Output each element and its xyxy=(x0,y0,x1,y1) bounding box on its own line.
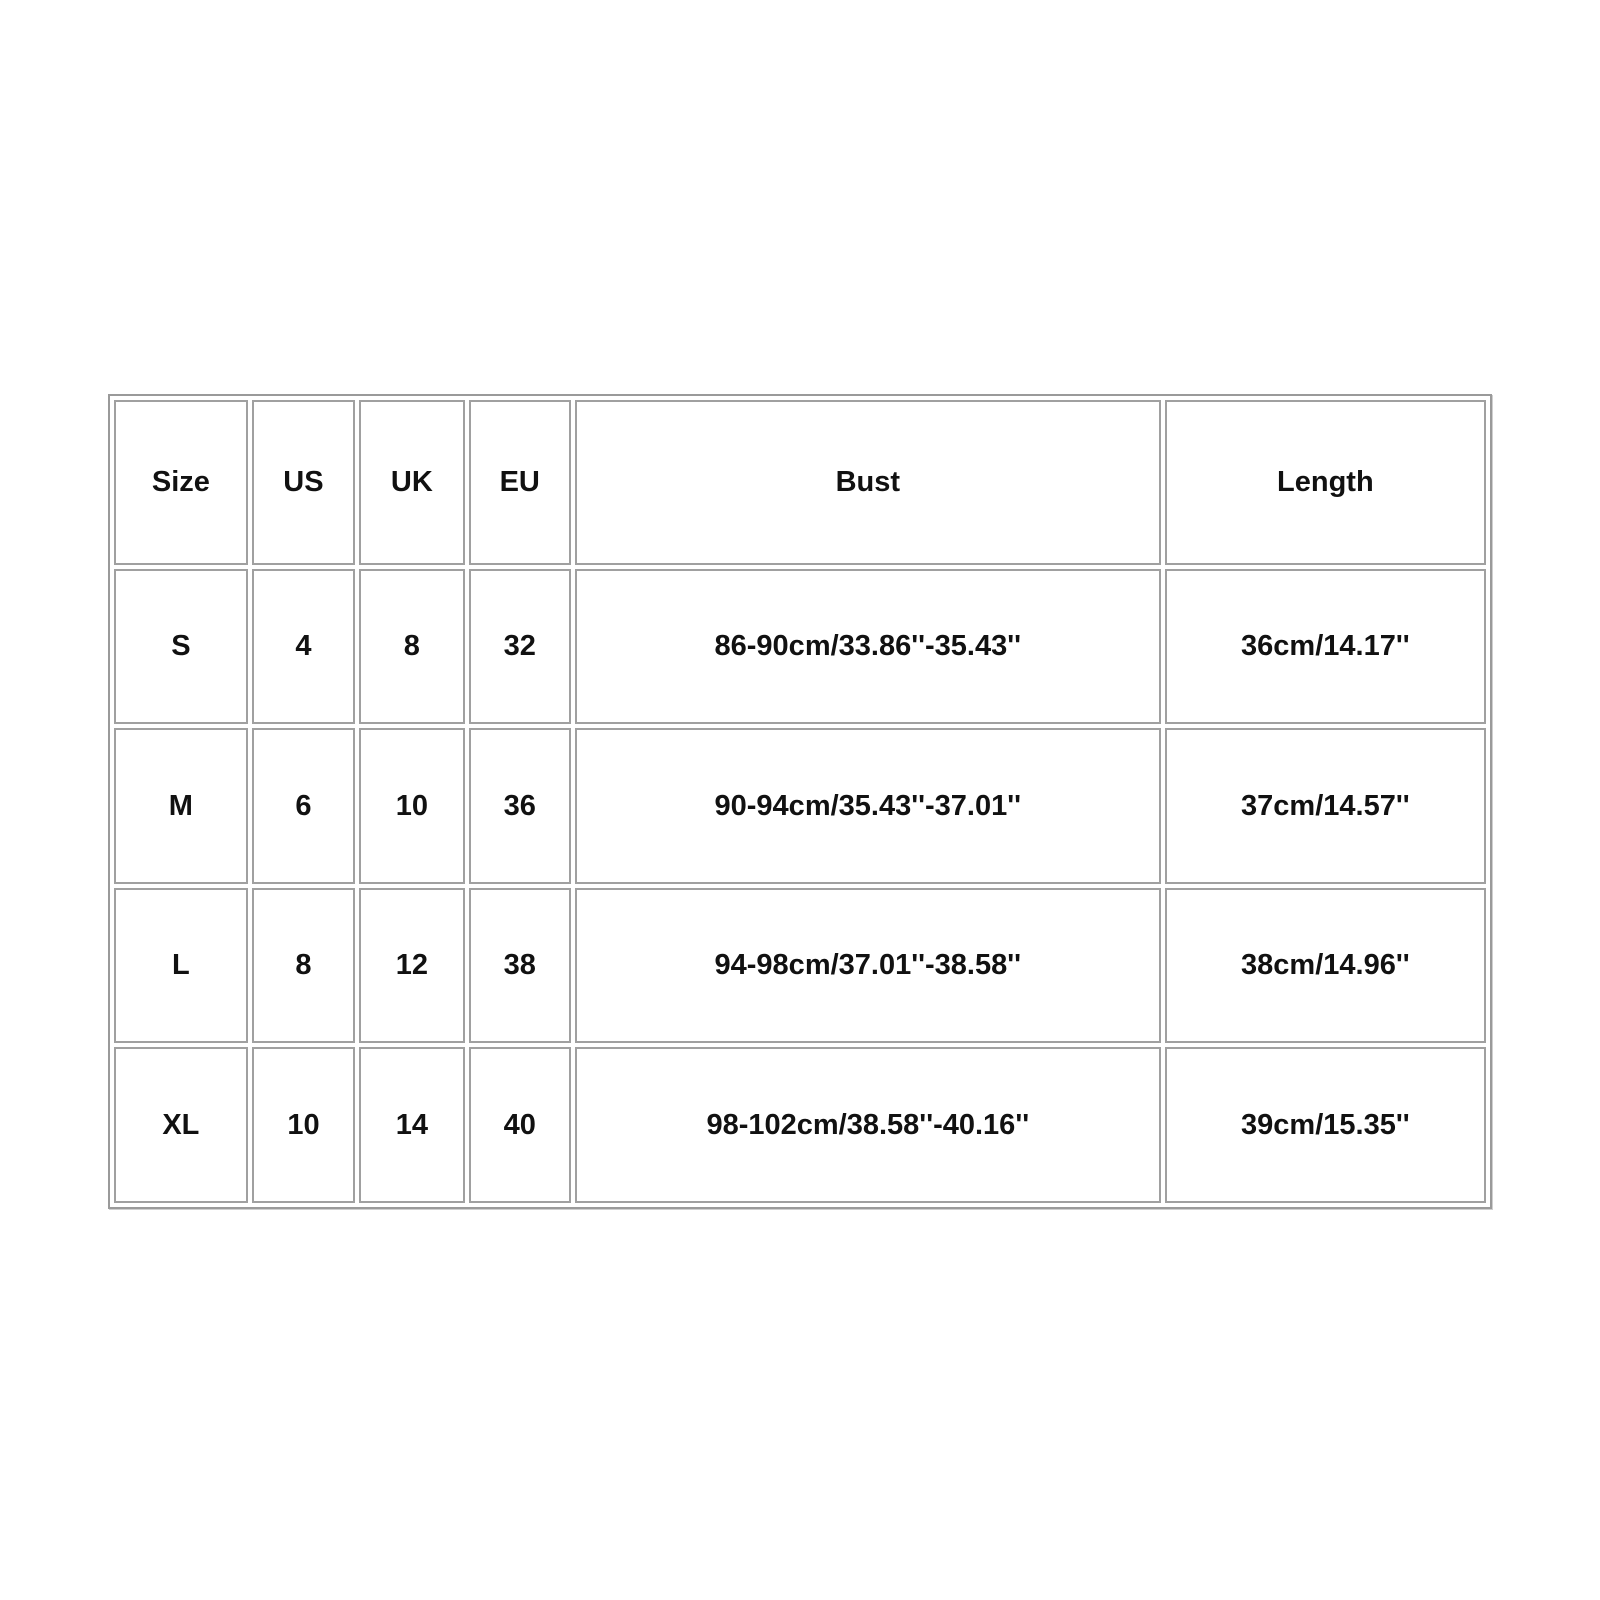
cell-bust: 86-90cm/33.86''-35.43'' xyxy=(575,569,1161,725)
cell-bust: 98-102cm/38.58''-40.16'' xyxy=(575,1047,1161,1203)
cell-length: 39cm/15.35'' xyxy=(1165,1047,1486,1203)
cell-size: M xyxy=(114,728,248,884)
cell-size: XL xyxy=(114,1047,248,1203)
cell-uk: 12 xyxy=(359,888,464,1044)
cell-size: L xyxy=(114,888,248,1044)
cell-length: 36cm/14.17'' xyxy=(1165,569,1486,725)
cell-eu: 36 xyxy=(469,728,571,884)
cell-length: 38cm/14.96'' xyxy=(1165,888,1486,1044)
size-chart-table xyxy=(108,394,1492,1209)
header-eu: EU xyxy=(469,400,571,565)
table-row xyxy=(114,888,1486,1044)
header-bust: Bust xyxy=(575,400,1161,565)
cell-uk: 8 xyxy=(359,569,464,725)
cell-us: 6 xyxy=(252,728,355,884)
cell-uk: 10 xyxy=(359,728,464,884)
header-uk: UK xyxy=(359,400,464,565)
cell-uk: 14 xyxy=(359,1047,464,1203)
cell-us: 4 xyxy=(252,569,355,725)
table-row xyxy=(114,728,1486,884)
cell-eu: 40 xyxy=(469,1047,571,1203)
table-row xyxy=(114,569,1486,725)
header-row xyxy=(114,400,1486,565)
header-length: Length xyxy=(1165,400,1486,565)
header-size: Size xyxy=(114,400,248,565)
cell-bust: 94-98cm/37.01''-38.58'' xyxy=(575,888,1161,1044)
cell-eu: 32 xyxy=(469,569,571,725)
cell-us: 8 xyxy=(252,888,355,1044)
header-us: US xyxy=(252,400,355,565)
cell-length: 37cm/14.57'' xyxy=(1165,728,1486,884)
cell-eu: 38 xyxy=(469,888,571,1044)
cell-bust: 90-94cm/35.43''-37.01'' xyxy=(575,728,1161,884)
cell-us: 10 xyxy=(252,1047,355,1203)
table-row xyxy=(114,1047,1486,1203)
cell-size: S xyxy=(114,569,248,725)
